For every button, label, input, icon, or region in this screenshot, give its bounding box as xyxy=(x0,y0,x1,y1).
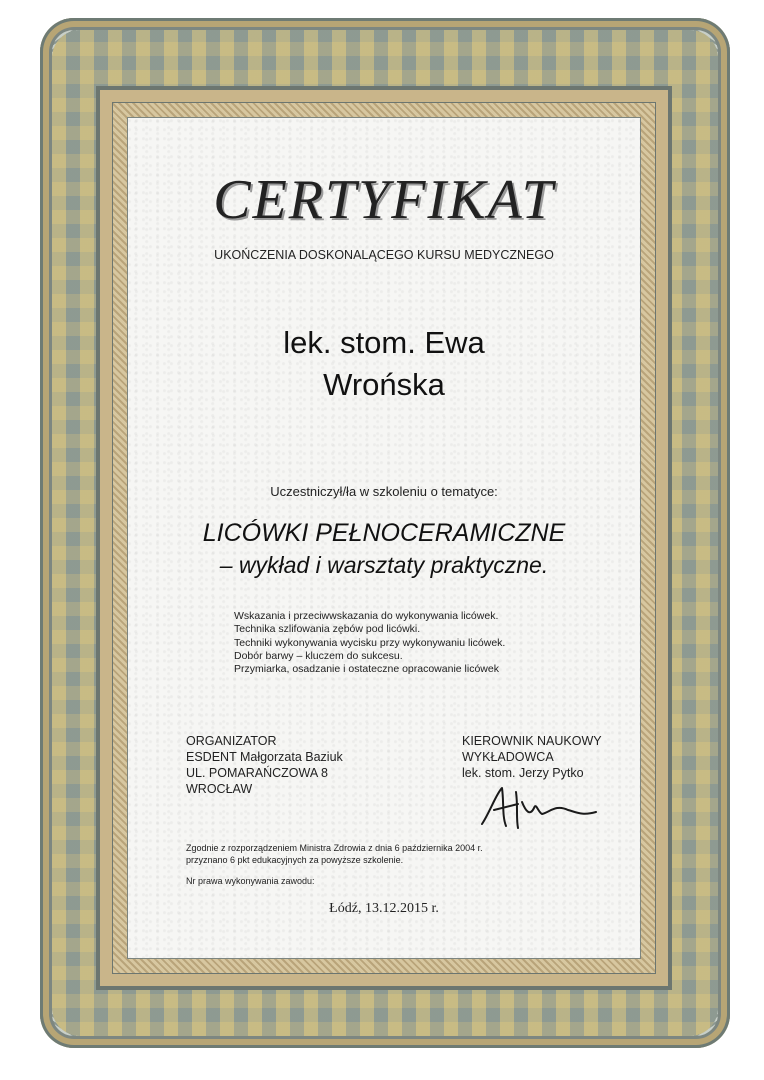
lecturer-heading: WYKŁADOWCA xyxy=(462,750,554,764)
organizer-block xyxy=(186,733,406,797)
topic-item: Wskazania i przeciwwskazania do wykonywania licówek. xyxy=(234,610,499,622)
scientific-lead-heading: KIEROWNIK NAUKOWY xyxy=(462,734,602,748)
recipient-name-line2: Wrońska xyxy=(323,367,445,402)
topic-item: Przymiarka, osadzanie i ostateczne opracowanie licówek xyxy=(234,663,499,676)
certificate-subtitle: UKOŃCZENIA DOSKONALĄCEGO KURSU MEDYCZNEGO xyxy=(214,248,554,262)
scientific-lead-block xyxy=(462,733,632,781)
handwritten-signature xyxy=(472,782,612,832)
organizer-name: ESDENT Małgorzata Baziuk xyxy=(186,750,343,764)
license-number-label: Nr prawa wykonywania zawodu: xyxy=(186,876,315,886)
recipient-name-line1: lek. stom. Ewa xyxy=(283,325,485,360)
course-title-line2: – wykład i warsztaty praktyczne. xyxy=(219,552,549,578)
organizer-city: WROCŁAW xyxy=(186,782,253,796)
recipient-name xyxy=(128,322,640,406)
participation-text: Uczestniczył/ła w szkoleniu o tematyce: xyxy=(270,484,498,499)
course-title-line1: LICÓWKI PEŁNOCERAMICZNE xyxy=(202,519,566,547)
scientific-lead-name: lek. stom. Jerzy Pytko xyxy=(462,766,584,780)
topic-item: Dobór barwy – kluczem do sukcesu. xyxy=(234,649,403,662)
legal-note-line1: Zgodnie z rozporządzeniem Ministra Zdrowia z dnia 6 października 2004 r. xyxy=(186,843,483,853)
course-title xyxy=(128,516,640,580)
organizer-street: UL. POMARAŃCZOWA 8 xyxy=(186,766,328,780)
topics-list xyxy=(234,610,574,676)
topic-item: Technika szlifowania zębów pod licówki. xyxy=(234,623,421,636)
legal-note-line2: przyznano 6 pkt edukacyjnych za powyższe szkolenie. xyxy=(186,855,404,865)
organizer-heading: ORGANIZATOR xyxy=(186,734,277,748)
legal-note xyxy=(186,842,566,866)
topic-item: Techniki wykonywania wycisku przy wykonywaniu licówek. xyxy=(234,636,506,649)
certificate-title: CERTYFIKAT xyxy=(213,169,555,231)
place-and-date: Łódź, 13.12.2015 r. xyxy=(329,901,439,916)
